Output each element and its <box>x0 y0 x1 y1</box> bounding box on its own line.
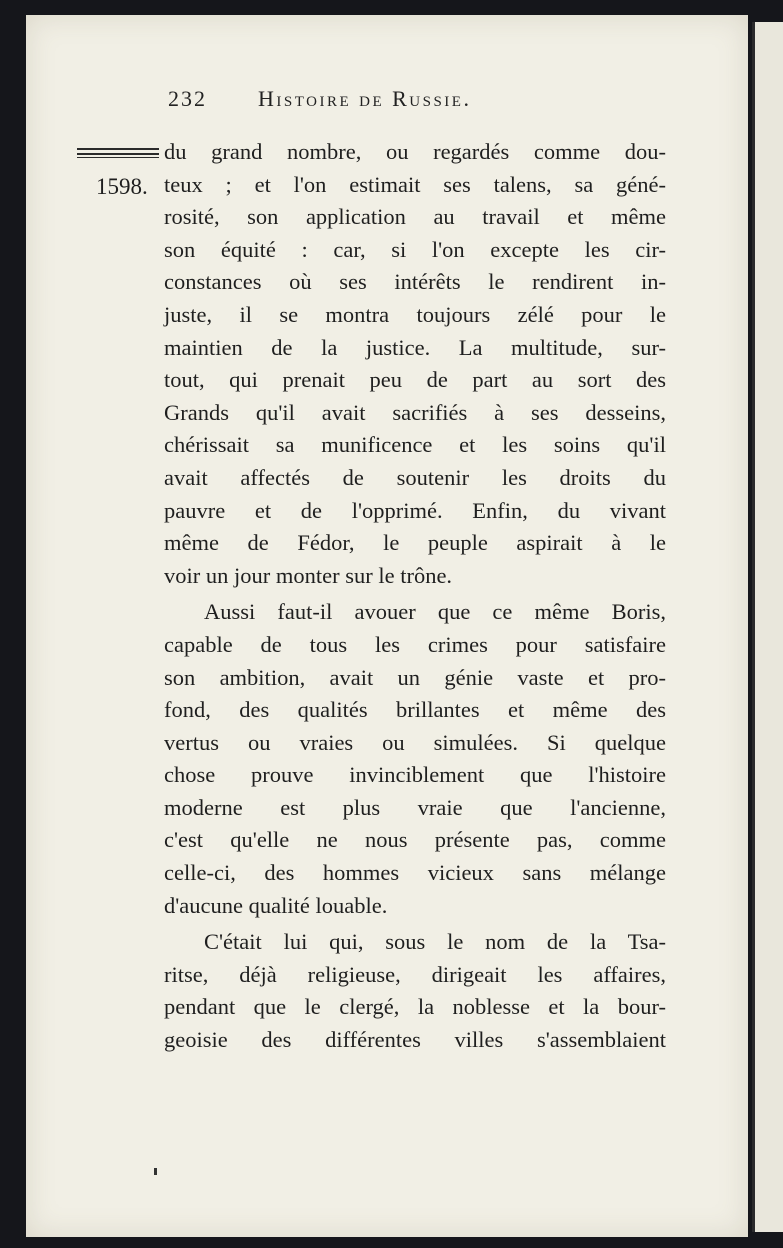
text-line: fond, des qualités brillantes et même des <box>164 697 666 723</box>
margin-year-note: 1598. <box>96 174 148 199</box>
text-line: son ambition, avait un génie vaste et pro- <box>164 664 666 690</box>
text-line: voir un jour monter sur le trône. <box>164 562 453 588</box>
text-line: moderne est plus vraie que l'ancienne, <box>164 794 666 820</box>
text-line: même de Fédor, le peuple aspirait à le <box>164 530 666 556</box>
text-line: d'aucune qualité louable. <box>164 892 388 918</box>
paragraph-3 <box>164 926 666 1056</box>
body-text <box>164 136 666 1057</box>
continuation-rule <box>77 148 159 150</box>
text-line: son équité : car, si l'on excepte les cir- <box>164 236 666 262</box>
text-line: Aussi faut-il avouer que ce même Boris, <box>204 599 666 625</box>
text-line: chose prouve invinciblement que l'histoire <box>164 762 666 788</box>
text-line: chérissait sa munificence et les soins qu'il <box>164 432 666 458</box>
continuation-rule <box>77 153 159 155</box>
text-line: constances où ses intérêts le rendirent in- <box>164 269 666 295</box>
text-line: capable de tous les crimes pour satisfaire <box>164 631 666 657</box>
ink-speck <box>154 1168 157 1175</box>
text-line: juste, il se montra toujours zélé pour le <box>164 301 666 327</box>
text-line: pendant que le clergé, la noblesse et la bour- <box>164 994 666 1020</box>
paragraph-1 <box>164 136 666 592</box>
text-line: du grand nombre, ou regardés comme dou- <box>164 139 666 164</box>
text-line: vertus ou vraies ou simulées. Si quelque <box>164 729 666 755</box>
text-line: tout, qui prenait peu de part au sort des <box>164 367 666 393</box>
text-line: avait affectés de soutenir les droits du <box>164 464 666 490</box>
text-line: C'était lui qui, sous le nom de la Tsa- <box>204 929 666 955</box>
text-line: teux ; et l'on estimait ses talens, sa géné- <box>164 171 666 197</box>
text-line: geoisie des différentes villes s'assemblaient <box>164 1027 666 1053</box>
text-line: Grands qu'il avait sacrifiés à ses desseins, <box>164 399 666 425</box>
text-line: c'est qu'elle ne nous présente pas, comme <box>164 827 666 853</box>
text-line: pauvre et de l'opprimé. Enfin, du vivant <box>164 497 666 523</box>
text-line: celle-ci, des hommes vicieux sans mélange <box>164 860 666 886</box>
text-line: maintien de la justice. La multitude, sur- <box>164 334 666 360</box>
page-number: 232 <box>168 86 207 111</box>
page-header <box>168 86 568 126</box>
paragraph-2 <box>164 596 666 922</box>
running-title: Histoire de Russie. <box>258 86 472 111</box>
continuation-rule <box>77 157 159 158</box>
text-line: ritse, déjà religieuse, dirigeait les affaires, <box>164 961 666 987</box>
text-line: rosité, son application au travail et même <box>164 204 666 230</box>
adjacent-page-edge <box>752 22 783 1232</box>
